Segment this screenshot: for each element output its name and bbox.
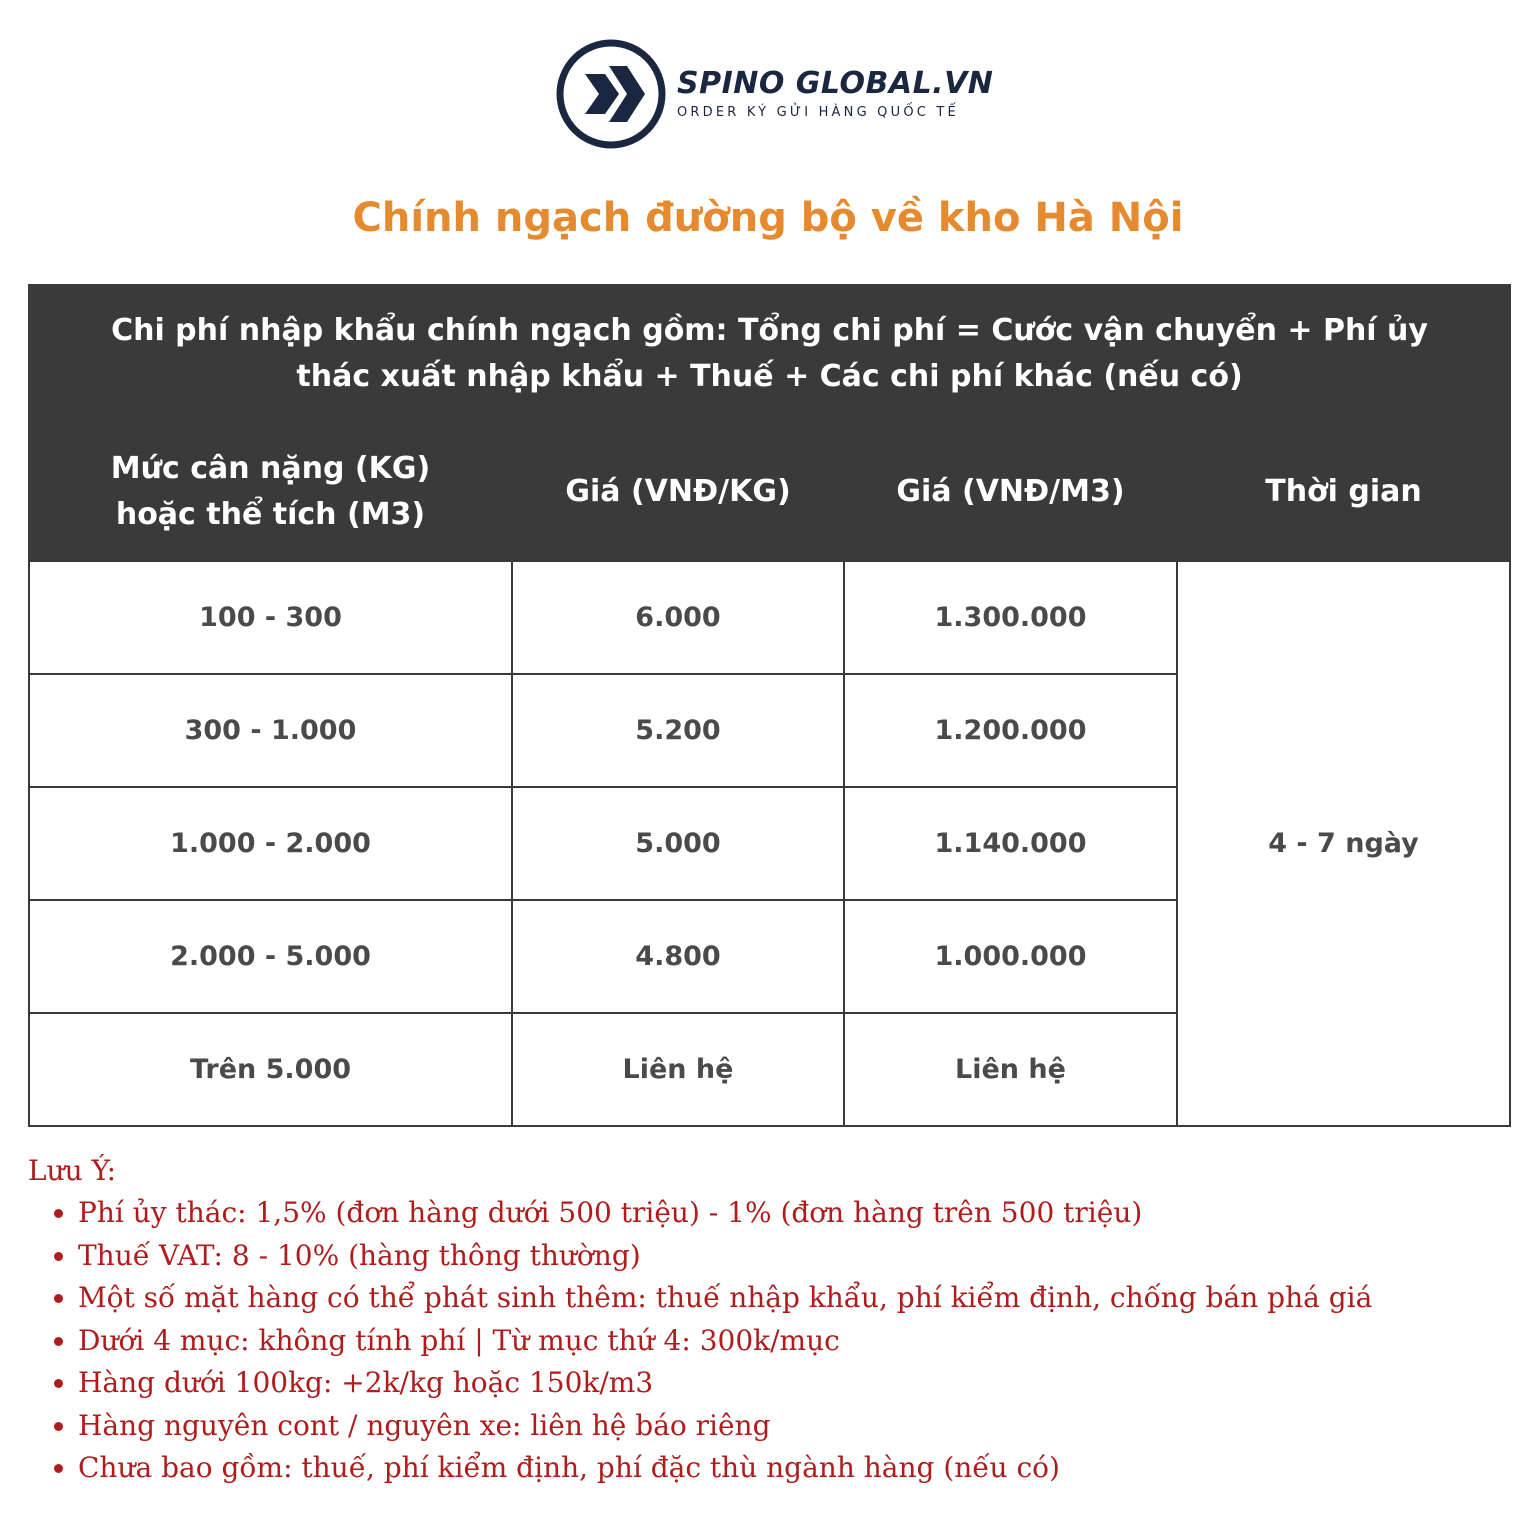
notes-section bbox=[28, 1150, 1508, 1490]
cell-range: 100 - 300 bbox=[29, 561, 512, 674]
note-item: • Chưa bao gồm: thuế, phí kiểm định, phí đặc thù ngành hàng (nếu có) bbox=[78, 1447, 1508, 1490]
header-weight-line1: Mức cân nặng (KG) bbox=[110, 451, 431, 486]
cell-range: Trên 5.000 bbox=[29, 1013, 512, 1126]
cell-price-kg: Liên hệ bbox=[512, 1013, 844, 1126]
cell-range: 300 - 1.000 bbox=[29, 674, 512, 787]
note-item: • Hàng nguyên cont / nguyên xe: liên hệ báo riêng bbox=[78, 1405, 1508, 1448]
cell-price-kg: 6.000 bbox=[512, 561, 844, 674]
brand-tagline: ORDER KÝ GỬI HÀNG QUỐC TẾ bbox=[677, 105, 959, 120]
cell-price-m3: Liên hệ bbox=[844, 1013, 1177, 1126]
header-price-m3: Giá (VNĐ/M3) bbox=[844, 423, 1177, 561]
cell-price-m3: 1.140.000 bbox=[844, 787, 1177, 900]
notes-title: Lưu Ý: bbox=[28, 1154, 117, 1187]
cell-range: 1.000 - 2.000 bbox=[29, 787, 512, 900]
cell-range: 2.000 - 5.000 bbox=[29, 900, 512, 1013]
note-item: • Hàng dưới 100kg: +2k/kg hoặc 150k/m3 bbox=[78, 1362, 1508, 1405]
price-table bbox=[28, 284, 1511, 1127]
table-caption: Chi phí nhập khẩu chính ngạch gồm: Tổng chi phí = Cước vận chuyển + Phí ủy thác xuất nhập khẩu + Thuế + Các chi phí khác (nếu có) bbox=[29, 285, 1510, 423]
header-time: Thời gian bbox=[1177, 423, 1510, 561]
note-item: • Một số mặt hàng có thể phát sinh thêm: thuế nhập khẩu, phí kiểm định, chống bán phá giá bbox=[78, 1277, 1508, 1320]
table-row bbox=[29, 561, 1510, 674]
header-weight-line2: hoặc thể tích (M3) bbox=[115, 497, 426, 532]
chevron-arrows-icon bbox=[555, 38, 667, 150]
notes-list bbox=[28, 1192, 1508, 1490]
page-title: Chính ngạch đường bộ về kho Hà Nội bbox=[352, 195, 1184, 241]
cell-price-m3: 1.300.000 bbox=[844, 561, 1177, 674]
note-item: • Phí ủy thác: 1,5% (đơn hàng dưới 500 triệu) - 1% (đơn hàng trên 500 triệu) bbox=[78, 1192, 1508, 1235]
note-item: • Dưới 4 mục: không tính phí | Từ mục thứ 4: 300k/mục bbox=[78, 1320, 1508, 1363]
cell-price-m3: 1.000.000 bbox=[844, 900, 1177, 1013]
header-price-kg: Giá (VNĐ/KG) bbox=[512, 423, 844, 561]
note-item: • Thuế VAT: 8 - 10% (hàng thông thường) bbox=[78, 1235, 1508, 1278]
brand-logo bbox=[555, 38, 993, 150]
cell-time: 4 - 7 ngày bbox=[1177, 561, 1510, 1126]
brand-name: SPINO GLOBAL.VN bbox=[677, 66, 994, 101]
cell-price-kg: 4.800 bbox=[512, 900, 844, 1013]
cell-price-m3: 1.200.000 bbox=[844, 674, 1177, 787]
cell-price-kg: 5.000 bbox=[512, 787, 844, 900]
header-weight bbox=[29, 423, 512, 561]
cell-price-kg: 5.200 bbox=[512, 674, 844, 787]
